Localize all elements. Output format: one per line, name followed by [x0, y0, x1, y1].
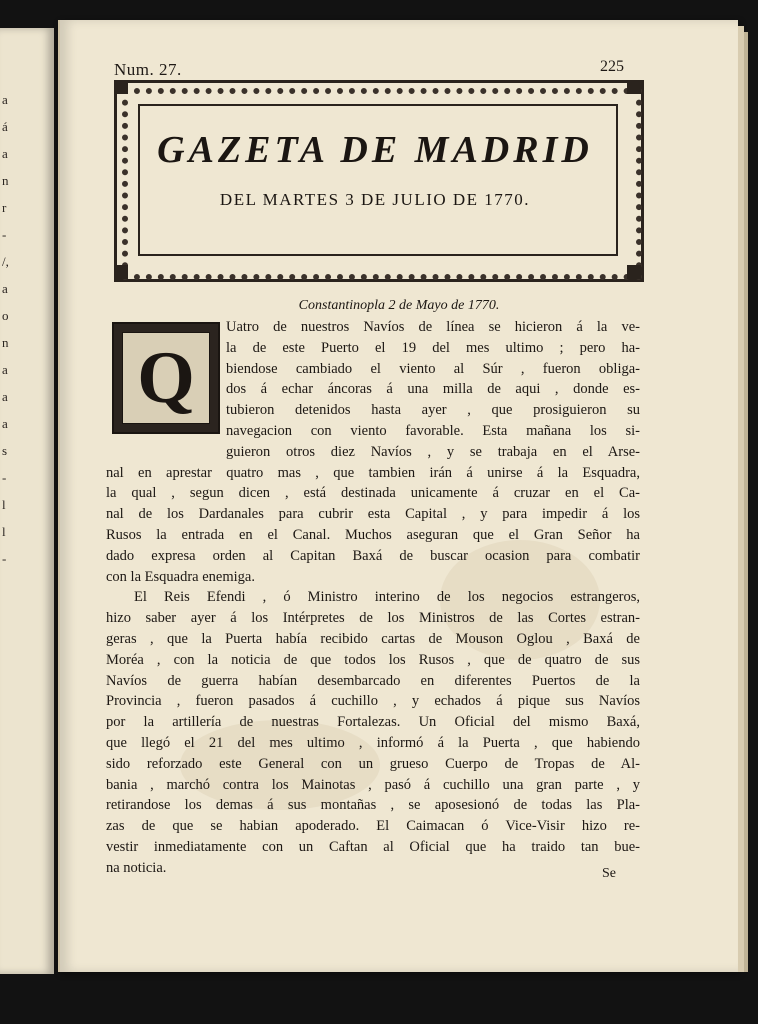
- text-line: geras , que la Puerta había recibido cartas de Mouson Oglou , Baxá de: [106, 631, 640, 647]
- dropcap-letter: Q: [137, 337, 195, 419]
- left-margin-glyph: a: [2, 92, 8, 107]
- left-margin-glyph: o: [2, 308, 9, 323]
- left-margin-glyph: r: [2, 200, 7, 215]
- left-margin-glyph: a: [2, 146, 8, 161]
- left-page-margin-text: [0, 28, 54, 974]
- text-line: con la Esquadra enemiga.: [106, 568, 255, 585]
- text-line: que llegó el 21 del mes ultimo , informó á la Puerta , que habiendo: [106, 735, 640, 751]
- frame-corner: [627, 80, 641, 94]
- newspaper-page: [58, 20, 738, 972]
- text-line: navegacion con viento favorable. Esta mañana los si-: [226, 423, 640, 439]
- left-facing-page: [0, 28, 54, 974]
- text-line: nal de los Dardanales para cubrir esta Capital , y para impedir á los: [106, 506, 640, 523]
- frame-corner: [114, 80, 128, 94]
- left-margin-glyph: -: [2, 227, 7, 242]
- left-margin-glyph: -: [2, 470, 7, 485]
- text-line: vestir inmediatamente con un Caftan al Oficial que ha traido tan bue-: [106, 839, 640, 855]
- left-margin-glyph: a: [2, 281, 8, 296]
- text-line: zas de que se habian apoderado. El Caimacan ó Vice-Visir hizo re-: [106, 818, 640, 835]
- catchword: Se: [602, 866, 616, 881]
- masthead-inner-frame: [138, 104, 618, 256]
- left-margin-glyph: -: [2, 551, 7, 566]
- text-line: Moréa , con la noticia de que todos los Rusos , que de quatro de sus: [106, 651, 640, 668]
- text-line: guieron otros diez Navíos , y se trabaja en el Arse-: [226, 443, 640, 460]
- left-margin-glyph: n: [2, 335, 9, 350]
- left-margin-glyph: a: [2, 389, 8, 404]
- left-margin-glyph: /,: [2, 254, 9, 269]
- masthead-title: GAZETA DE MADRID: [157, 129, 593, 171]
- text-line: tubieron detenidos hasta ayer , que prosiguieron su: [226, 402, 640, 419]
- text-line: dos á echar áncoras á una milla de aqui , donde es-: [226, 381, 640, 398]
- text-line: Uatro de nuestros Navíos de línea se hicieron á la ve-: [226, 319, 640, 335]
- left-margin-glyph: a: [2, 416, 8, 431]
- text-line: biendose cambiado el viento al Súr , fueron obliga-: [226, 360, 640, 377]
- text-line: la de este Puerto el 19 del mes ultimo ; pero ha-: [226, 339, 640, 356]
- issue-date: DEL MARTES 3 DE JULIO DE 1770.: [219, 190, 531, 209]
- left-margin-glyph: l: [2, 497, 6, 512]
- frame-corner: [114, 265, 128, 279]
- left-margin-glyph: á: [2, 119, 8, 134]
- text-line: dado expresa orden al Capitan Baxá de buscar ocasion para combatir: [106, 547, 640, 564]
- text-line: El Reis Efendi , ó Ministro interino de los negocios estrangeros,: [134, 589, 640, 606]
- left-margin-glyph: a: [2, 362, 8, 377]
- text-line: sido reforzado este General con un grueso Cuerpo de Tropas de Al-: [106, 755, 640, 772]
- text-line: nal en aprestar quatro mas , que tambien irán á unirse á la Esquadra,: [106, 464, 640, 481]
- left-margin-glyph: n: [2, 173, 9, 188]
- text-line: hizo saber ayer á los Intérpretes de los Ministros de las Cortes estran-: [106, 610, 640, 627]
- text-line: bania , marchó contra los Mainotas , pasó á cuchillo una gran parte , y: [106, 776, 640, 793]
- ornamental-dropcap: [112, 322, 220, 434]
- article-dateline: Constantinopla 2 de Mayo de 1770.: [298, 298, 500, 313]
- text-line: por la artillería de nuestras Fortalezas. Un Oficial del mismo Baxá,: [106, 714, 640, 731]
- text-line: Provincia , fueron pasados á cuchillo , y echados á pique sus Navíos: [106, 693, 640, 710]
- page-number: 225: [600, 58, 624, 75]
- text-line: la qual , segun dicen , está destinada unicamente á cruzar en el Ca-: [106, 485, 640, 502]
- left-margin-glyph: s: [2, 443, 8, 458]
- left-margin-glyph: l: [2, 524, 6, 539]
- issue-number: Num. 27.: [114, 60, 182, 79]
- text-line: Navíos de guerra habían desembarcado en diferentes Puertos de la: [106, 672, 640, 689]
- dropcap-panel: [122, 332, 210, 424]
- frame-corner: [627, 265, 641, 279]
- text-line: Rusos la entrada en el Canal. Muchos aseguran que el Gran Señor ha: [106, 527, 640, 543]
- page-edge-shadow: [744, 32, 748, 972]
- text-line: na noticia.: [106, 859, 167, 876]
- text-line: retirandose los demas á sus montañas , se aposesionó de todas las Pla-: [106, 797, 640, 814]
